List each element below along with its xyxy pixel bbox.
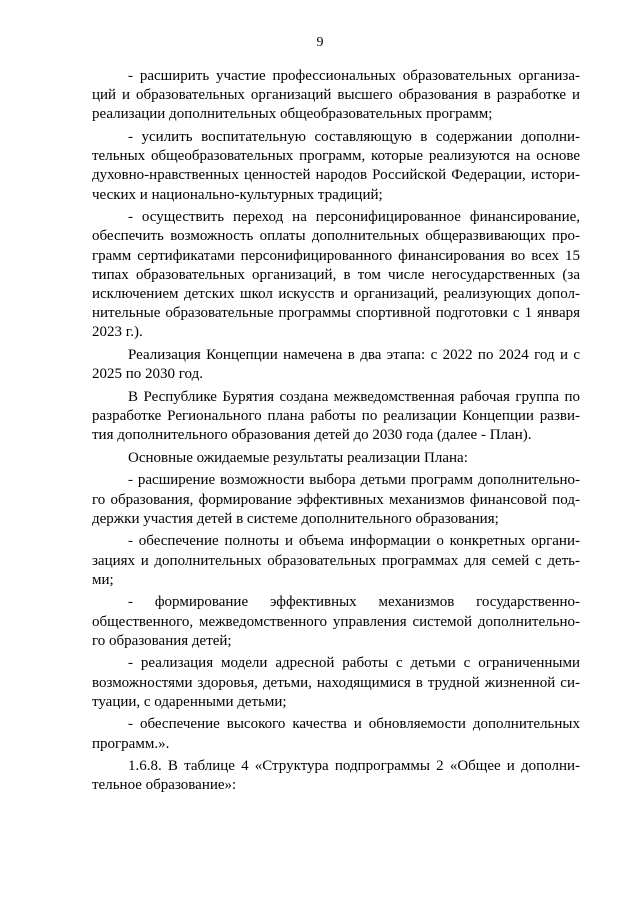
paragraph: Реализация Концепции намечена в два этапа: с 2022 по 2024 год и с 2025 по 2030 год. [92,347,580,383]
page-number: 9 [316,35,324,50]
paragraph: - обеспечение полноты и объема информации о конкретных органи-зациях и дополнительных образовательных программах для семей с деть-ми; [92,533,580,588]
paragraph: - обеспечение высокого качества и обновляемости дополнительных программ.». [92,716,580,752]
paragraph: - реализация модели адресной работы с детьми с ограниченными возможностями здоровья, детьми, находящимися в трудной жизненной си-туации, с одаренными детьми; [92,655,580,710]
document-body [92,67,580,796]
paragraph: - усилить воспитательную составляющую в содержании дополни-тельных общеобразовательных программ, которые реализуются на основе духовно-нравственных ценностей народов Российской Федерации, истори-ческих и национально-культурных традиций; [92,129,580,203]
paragraph: Основные ожидаемые результаты реализации Плана: [128,449,468,466]
paragraph: - расширение возможности выбора детьми программ дополнительно-го образования, формирование эффективных механизмов финансовой под-держки участия детей в системе дополнительного образования; [92,472,580,527]
paragraph: В Республике Бурятия создана межведомственная рабочая группа по разработке Регионального плана работы по реализации Концепции разви-тия дополнительного образования детей до 2030 года (далее - План). [92,388,580,444]
paragraph: - формирование эффективных механизмов государственно-общественного, межведомственного управления системой дополнительно-го образования детей; [92,594,580,649]
paragraph: - расширить участие профессиональных образовательных организа-ций и образовательных организаций высшего образования в разработке и реализации дополнительных общеобразовательных программ; [92,68,580,123]
paragraph: 1.6.8. В таблице 4 «Структура подпрограммы 2 «Общее и дополни-тельное образование»: [92,758,580,794]
paragraph: - осуществить переход на персонифицированное финансирование, обеспечить возможность оплаты дополнительных общеразвивающих про-грамм сертификатами персонифицированного финансирования во всех 15 типах образовательных организаций, в том числе негосударственных (за исключением детских школ искусств и организаций, реализующих допол-нительные образовательные программы спортивной подготовки с 1 января 2023 г.). [92,209,580,341]
